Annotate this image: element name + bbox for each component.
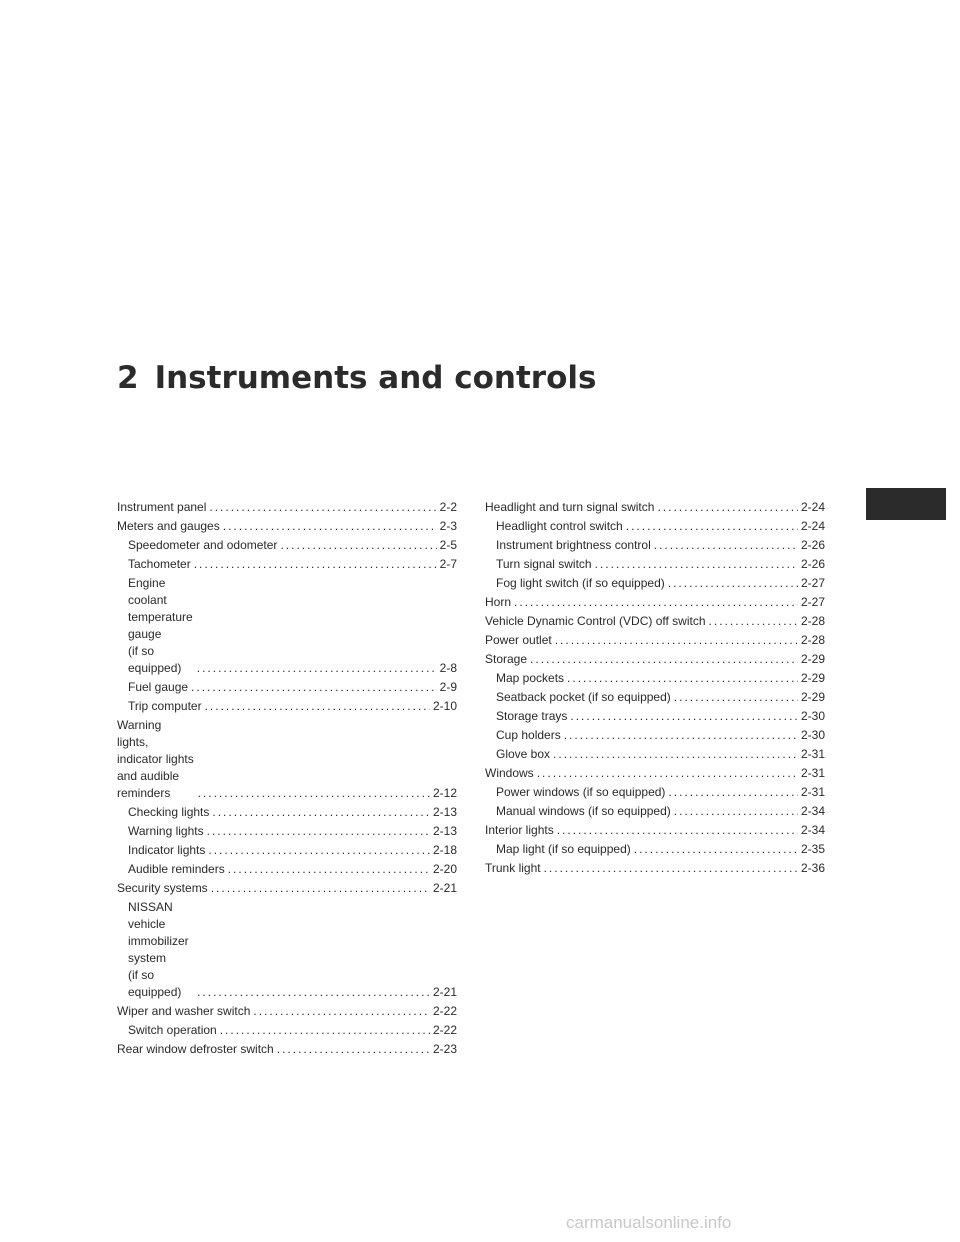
chapter-title — [117, 360, 596, 396]
toc-entry[interactable] — [485, 784, 825, 801]
toc-leader-dots — [198, 785, 430, 802]
toc-entry-page: 2-34 — [800, 804, 825, 818]
toc-entry-page: 2-9 — [439, 680, 457, 694]
toc-entry-page: 2-18 — [432, 843, 457, 857]
toc-entry-label: Glove box — [496, 747, 551, 761]
toc-entry-label: Security systems — [117, 881, 208, 895]
toc-entry-page: 2-31 — [800, 785, 825, 799]
toc-entry-label: Headlight and turn signal switch — [485, 500, 655, 514]
toc-entry-page: 2-26 — [800, 538, 825, 552]
toc-entry[interactable] — [117, 823, 457, 840]
chapter-thumb-tab — [866, 488, 946, 520]
toc-entry-page: 2-30 — [800, 728, 825, 742]
toc-entry-label: Seatback pocket (if so equipped) — [496, 690, 671, 704]
toc-leader-dots — [555, 632, 798, 649]
toc-entry[interactable] — [485, 803, 825, 820]
toc-entry-page: 2-24 — [800, 500, 825, 514]
toc-entry-page: 2-27 — [800, 576, 825, 590]
toc-entry-page: 2-35 — [800, 842, 825, 856]
toc-leader-dots — [654, 537, 798, 554]
toc-entry[interactable] — [485, 499, 825, 516]
toc-leader-dots — [544, 860, 798, 877]
toc-entry[interactable] — [485, 594, 825, 611]
toc-entry[interactable] — [117, 804, 457, 821]
toc-entry-label: Storage trays — [496, 709, 568, 723]
toc-entry-label: Instrument brightness control — [496, 538, 651, 552]
toc-entry-page: 2-22 — [432, 1023, 457, 1037]
toc-entry-label: Map light (if so equipped) — [496, 842, 631, 856]
toc-entry[interactable] — [485, 537, 825, 554]
toc-entry[interactable] — [117, 698, 457, 715]
toc-entry-label: Wiper and washer switch — [117, 1004, 251, 1018]
toc-entry-label: Meters and gauges — [117, 519, 220, 533]
toc-entry-page: 2-20 — [432, 862, 457, 876]
toc-entry-label: Engine coolant temperature gauge (if so equipped) — [128, 576, 193, 675]
toc-leader-dots — [674, 689, 798, 706]
toc-entry-page: 2-3 — [439, 519, 457, 533]
toc-leader-dots — [211, 880, 430, 897]
toc-leader-dots — [197, 660, 437, 677]
toc-right-column — [485, 499, 825, 879]
toc-leader-dots — [668, 784, 798, 801]
toc-entry[interactable] — [117, 861, 457, 878]
toc-leader-dots — [557, 822, 798, 839]
toc-leader-dots — [657, 499, 798, 516]
toc-entry[interactable] — [117, 679, 457, 696]
toc-leader-dots — [209, 499, 436, 516]
toc-entry-page: 2-29 — [800, 652, 825, 666]
toc-entry-page: 2-13 — [432, 824, 457, 838]
toc-entry[interactable] — [485, 746, 825, 763]
toc-entry-label: Headlight control switch — [496, 519, 623, 533]
toc-leader-dots — [674, 803, 798, 820]
toc-leader-dots — [553, 746, 798, 763]
toc-entry-page: 2-2 — [439, 500, 457, 514]
toc-entry[interactable] — [485, 708, 825, 725]
toc-entry-page: 2-28 — [800, 614, 825, 628]
toc-leader-dots — [220, 1022, 430, 1039]
toc-leader-dots — [253, 1003, 430, 1020]
toc-entry-page: 2-26 — [800, 557, 825, 571]
toc-entry[interactable] — [117, 537, 457, 554]
toc-entry[interactable] — [485, 860, 825, 877]
chapter-number: 2 — [117, 360, 139, 396]
toc-entry-label: Manual windows (if so equipped) — [496, 804, 671, 818]
toc-leader-dots — [668, 575, 798, 592]
toc-leader-dots — [626, 518, 798, 535]
toc-entry-label: Windows — [485, 766, 534, 780]
toc-entry[interactable] — [485, 556, 825, 573]
toc-entry-label: Storage — [485, 652, 528, 666]
toc-entry[interactable] — [117, 1022, 457, 1039]
toc-entry-label: Speedometer and odometer — [128, 538, 278, 552]
toc-leader-dots — [228, 861, 430, 878]
toc-entry[interactable] — [485, 841, 825, 858]
toc-entry-page: 2-5 — [439, 538, 457, 552]
toc-leader-dots — [280, 537, 436, 554]
toc-entry[interactable] — [485, 613, 825, 630]
chapter-title-text: Instruments and controls — [154, 360, 597, 396]
toc-leader-dots — [709, 613, 798, 630]
toc-entry-label: Horn — [485, 595, 512, 609]
toc-entry-page: 2-22 — [432, 1004, 457, 1018]
toc-entry[interactable] — [117, 499, 457, 516]
toc-entry-label: Rear window defroster switch — [117, 1042, 274, 1056]
toc-entry-label: Fog light switch (if so equipped) — [496, 576, 665, 590]
toc-entry-page: 2-21 — [432, 985, 457, 999]
toc-entry-label: Power outlet — [485, 633, 552, 647]
toc-entry[interactable] — [485, 575, 825, 592]
toc-entry[interactable] — [485, 822, 825, 839]
toc-entry[interactable] — [117, 1003, 457, 1020]
toc-leader-dots — [197, 984, 430, 1001]
toc-entry-page: 2-29 — [800, 671, 825, 685]
toc-entry-label: Audible reminders — [128, 862, 225, 876]
toc-entry-page: 2-31 — [800, 766, 825, 780]
toc-leader-dots — [194, 556, 437, 573]
toc-entry[interactable] — [117, 842, 457, 859]
toc-entry-page: 2-31 — [800, 747, 825, 761]
toc-entry-label: Trip computer — [128, 699, 202, 713]
toc-leader-dots — [514, 594, 798, 611]
toc-entry-page: 2-21 — [432, 881, 457, 895]
toc-entry[interactable] — [485, 651, 825, 668]
toc-leader-dots — [570, 708, 798, 725]
toc-entry-label: Indicator lights — [128, 843, 206, 857]
toc-entry[interactable] — [485, 670, 825, 687]
toc-entry[interactable] — [485, 518, 825, 535]
toc-entry-page: 2-8 — [439, 661, 457, 675]
toc-entry[interactable] — [485, 727, 825, 744]
toc-entry-page: 2-29 — [800, 690, 825, 704]
toc-entry[interactable] — [485, 765, 825, 782]
toc-entry-label: Checking lights — [128, 805, 210, 819]
toc-leader-dots — [212, 804, 430, 821]
toc-entry-page: 2-12 — [432, 786, 457, 800]
toc-entry-page: 2-36 — [800, 861, 825, 875]
toc-left-column — [117, 499, 457, 1060]
toc-entry-page: 2-30 — [800, 709, 825, 723]
toc-entry-page: 2-34 — [800, 823, 825, 837]
toc-leader-dots — [530, 651, 798, 668]
toc-entry-label: Trunk light — [485, 861, 541, 875]
toc-entry-page: 2-24 — [800, 519, 825, 533]
toc-entry-page: 2-28 — [800, 633, 825, 647]
toc-entry-page: 2-7 — [439, 557, 457, 571]
toc-entry-label: Tachometer — [128, 557, 191, 571]
toc-entry-label: Vehicle Dynamic Control (VDC) off switch — [485, 614, 706, 628]
toc-entry-label: Cup holders — [496, 728, 561, 742]
toc-leader-dots — [537, 765, 798, 782]
toc-entry[interactable] — [117, 556, 457, 573]
toc-leader-dots — [277, 1041, 430, 1058]
toc-entry-label: Warning lights, indicator lights and audible reminders — [117, 718, 194, 800]
toc-entry-label: Fuel gauge — [128, 680, 189, 694]
toc-entry-label: Warning lights — [128, 824, 204, 838]
toc-entry[interactable] — [117, 1041, 457, 1058]
toc-entry-label: Turn signal switch — [496, 557, 592, 571]
toc-entry-page: 2-10 — [432, 699, 457, 713]
toc-entry-label: Interior lights — [485, 823, 554, 837]
toc-entry[interactable] — [485, 632, 825, 649]
toc-entry[interactable] — [117, 518, 457, 535]
toc-leader-dots — [205, 698, 430, 715]
toc-entry-page: 2-13 — [432, 805, 457, 819]
toc-leader-dots — [567, 670, 798, 687]
watermark: carmanualsonline.info — [566, 1213, 732, 1232]
toc-entry[interactable] — [485, 689, 825, 706]
toc-entry-page: 2-23 — [432, 1042, 457, 1056]
toc-entry-label: Switch operation — [128, 1023, 217, 1037]
toc-leader-dots — [208, 842, 430, 859]
toc-leader-dots — [191, 679, 437, 696]
toc-leader-dots — [634, 841, 798, 858]
toc-entry[interactable] — [117, 575, 457, 677]
toc-leader-dots — [207, 823, 430, 840]
toc-entry-page: 2-27 — [800, 595, 825, 609]
toc-leader-dots — [595, 556, 798, 573]
toc-leader-dots — [223, 518, 437, 535]
toc-entry[interactable] — [117, 717, 457, 802]
toc-entry-label: NISSAN vehicle immobilizer system (if so equipped) — [128, 900, 189, 999]
toc-entry-label: Power windows (if so equipped) — [496, 785, 666, 799]
toc-entry[interactable] — [117, 899, 457, 1001]
toc-leader-dots — [564, 727, 798, 744]
toc-entry-label: Instrument panel — [117, 500, 207, 514]
toc-entry[interactable] — [117, 880, 457, 897]
toc-entry-label: Map pockets — [496, 671, 565, 685]
